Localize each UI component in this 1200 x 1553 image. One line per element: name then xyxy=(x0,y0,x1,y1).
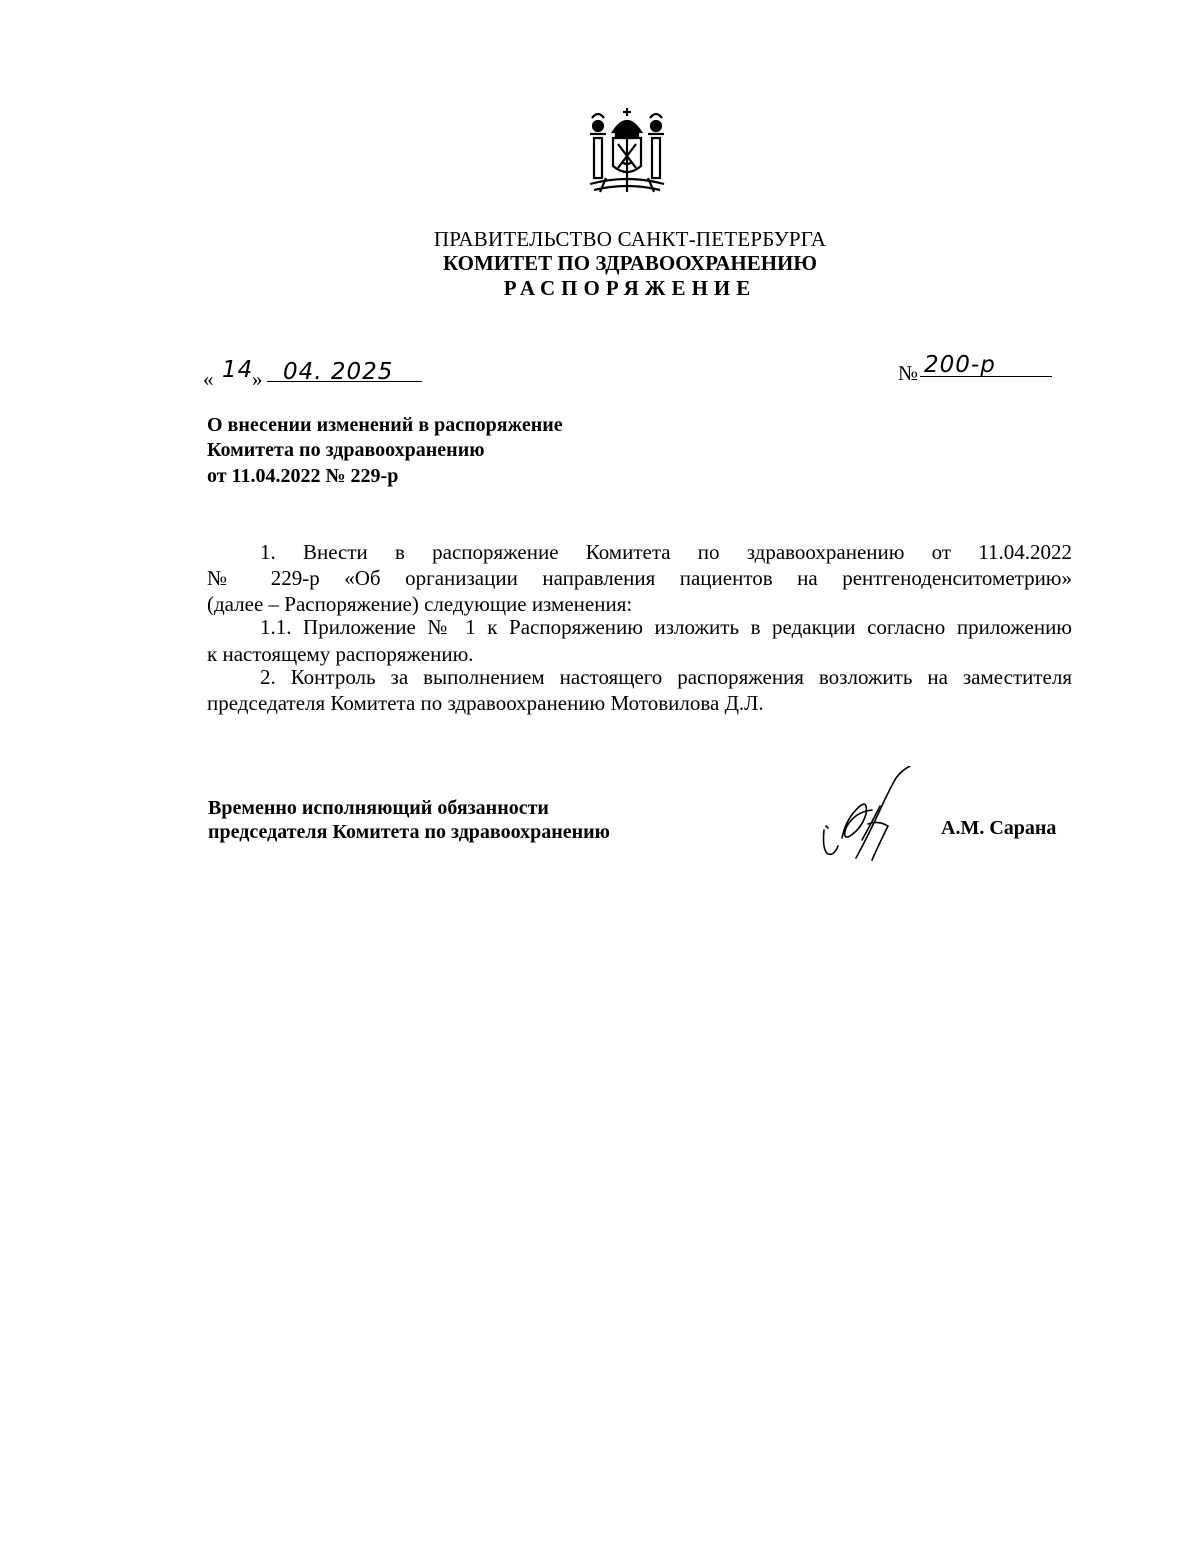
government-heading: ПРАВИТЕЛЬСТВО САНКТ-ПЕТЕРБУРГА xyxy=(433,227,827,251)
date-day-handwritten: 14 xyxy=(222,357,254,383)
document-type-heading: РАСПОРЯЖЕНИЕ xyxy=(503,276,757,300)
body-paragraph-1-line: (далее – Распоряжение) следующие изменения: xyxy=(207,592,633,616)
signatory-position-line: Временно исполняющий обязанности xyxy=(208,797,549,819)
body-paragraph-2-line: председателя Комитета по здравоохранению Мотовилова Д.Л. xyxy=(207,691,764,715)
signatory-position-line: председателя Комитета по здравоохранению xyxy=(208,821,610,843)
signatory-name: А.М. Сарана xyxy=(941,817,1057,839)
document-title-line: от 11.04.2022 № 229-р xyxy=(207,465,399,487)
number-label: № xyxy=(898,361,919,385)
body-paragraph-1-line: № 229-р «Об организации направления пациентов на рентгеноденситометрию» xyxy=(207,566,1072,590)
handwritten-signature xyxy=(816,766,916,866)
document-title-line: Комитета по здравоохранению xyxy=(207,439,485,461)
committee-heading: КОМИТЕТ ПО ЗДРАВООХРАНЕНИЮ xyxy=(442,251,818,275)
document-title-line: О внесении изменений в распоряжение xyxy=(207,414,563,436)
date-quote-close: » xyxy=(252,367,263,391)
date-month-year-handwritten: 04. 2025 xyxy=(283,359,394,385)
coat-of-arms-icon xyxy=(580,104,674,196)
body-paragraph-1-1-line: к настоящему распоряжению. xyxy=(207,642,474,666)
number-value-handwritten: 200-р xyxy=(924,352,996,378)
body-paragraph-1-line: 1. Внести в распоряжение Комитета по здравоохранению от 11.04.2022 xyxy=(260,540,1072,564)
body-paragraph-1-1-line: 1.1. Приложение № 1 к Распоряжению изложить в редакции согласно приложению xyxy=(260,615,1072,639)
body-paragraph-2-line: 2. Контроль за выполнением настоящего распоряжения возложить на заместителя xyxy=(260,665,1072,689)
date-quote-open: « xyxy=(203,367,214,391)
